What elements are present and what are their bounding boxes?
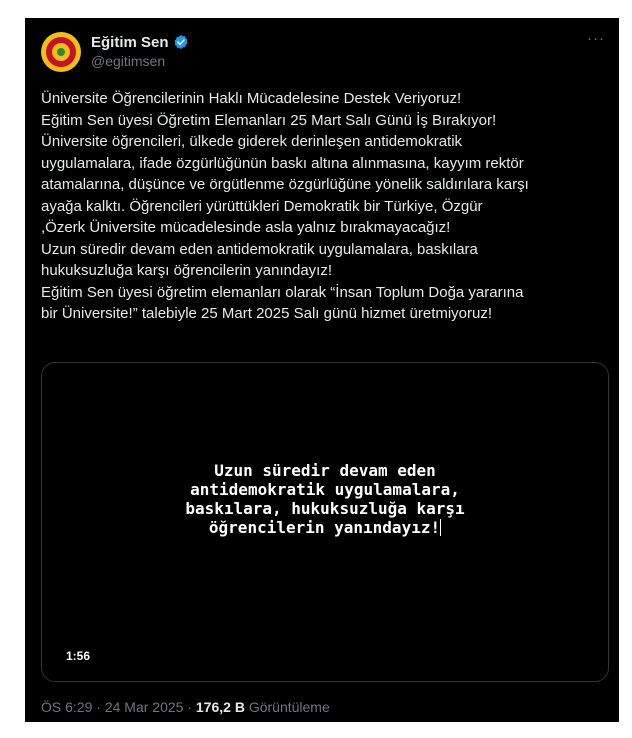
tweet-card <box>25 18 619 722</box>
tweet-meta <box>41 699 330 715</box>
video-caption <box>42 461 608 537</box>
video-caption-line: baskılara, hukuksuzluğa karşı <box>185 499 465 518</box>
tweet-text-line: ,Özerk Üniversite mücadelesinde asla yalnız bırakmayacağız! <box>41 219 451 236</box>
tweet-text <box>41 88 609 325</box>
avatar[interactable] <box>41 32 81 72</box>
display-name[interactable]: Eğitim Sen <box>91 33 169 51</box>
tweet-text-line: Üniversite Öğrencilerinin Haklı Mücadelesine Destek Veriyoruz! <box>41 90 462 107</box>
video-caption-line: antidemokratik uygulamalara, <box>190 480 460 499</box>
tweet-text-line: hukuksuzluğa karşı öğrencilerin yanındayız! <box>41 262 332 279</box>
video-duration: 1:56 <box>66 649 91 663</box>
meta-separator: · <box>92 699 105 715</box>
text-cursor <box>440 519 441 536</box>
tweet-text-line: Uzun süredir devam eden antidemokratik uygulamalara, baskılara <box>41 240 478 258</box>
views-label: Görüntüleme <box>248 699 330 715</box>
tweet-text-line: Üniversite öğrencileri, ülkede giderek derinleşen antidemokratik <box>41 133 463 150</box>
tweet-text-line: Eğitim Sen üyesi öğretim elemanları olarak “İnsan Toplum Doğa yararına <box>41 283 524 301</box>
tweet-text-line: bir Üniversite!” talebiyle 25 Mart 2025 Salı günü hizmet üretmiyoruz! <box>41 305 493 322</box>
video-player[interactable] <box>41 362 609 682</box>
post-date[interactable]: 24 Mar 2025 <box>104 699 184 715</box>
tweet-text-line: ayağa kalktı. Öğrencileri yürüttükleri Demokratik bir Türkiye, Özgür <box>41 197 483 215</box>
tweet-text-line: Eğitim Sen üyesi Öğretim Elemanları 25 Mart Salı Günü İş Bırakıyor! <box>41 111 497 129</box>
views-count: 176,2 B <box>195 699 245 715</box>
more-options-icon[interactable]: ··· <box>587 30 605 47</box>
video-caption-line: öğrencilerin yanındayız! <box>208 518 441 537</box>
meta-separator: · <box>183 699 196 715</box>
verified-badge-icon <box>173 34 189 50</box>
logo-center <box>57 48 65 56</box>
author-name-row[interactable] <box>91 32 189 52</box>
tweet-text-line: uygulamalara, ifade özgürlüğünün baskı altına alınmasına, kayyım rektör <box>41 154 524 172</box>
video-caption-line: Uzun süredir devam eden <box>214 461 436 480</box>
post-time[interactable]: ÖS 6:29 <box>41 699 93 715</box>
account-handle[interactable]: @egitimsen <box>91 53 166 69</box>
tweet-text-line: atamalarına, düşünce ve örgütlenme özgürlüğüne yönelik saldırılara karşı <box>41 176 529 193</box>
video-caption-last-row <box>42 518 608 537</box>
